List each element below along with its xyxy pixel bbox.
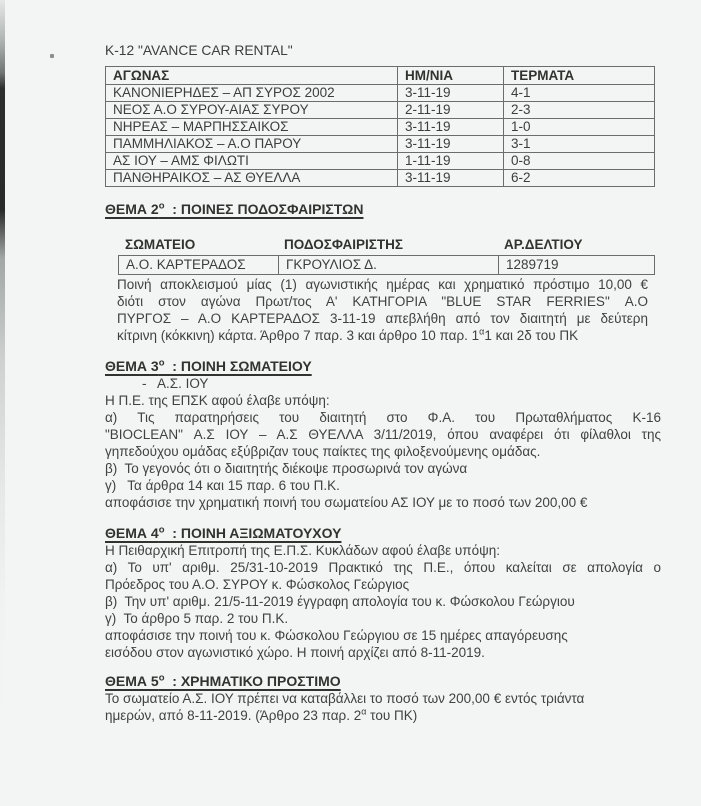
- paragraph-line: διότι στον αγώνα Πρωτ/τος Α' ΚΑΤΗΓΟΡΙΑ "BLUE STAR FERRIES" Α.Ο: [117, 294, 648, 309]
- results-row: [106, 136, 655, 153]
- theme4-paragraph: [105, 542, 661, 661]
- competition-note: K-12 "AVANCE CAR RENTAL": [105, 43, 293, 58]
- paragraph-line: ΠΥΡΓΟΣ – Α.Ο ΚΑΡΤΕΡΑΔΟΣ 3-11-19 απεβλήθη από τον διαιτητή με δεύτερη: [117, 311, 648, 326]
- paragraph-line: "BIOCLEAN" Α.Σ ΙΟΥ – Α.Σ ΘΥΕΛΛΑ 3/11/2019, όπου αναφέρει ότι φίλαθλοι της: [105, 427, 661, 442]
- paragraph-line: γηπεδούχου ομάδας εξύβριζαν τους παίκτες της φιλοξενούμενης ομάδας.: [105, 444, 541, 459]
- match-date: 3-11-19: [398, 119, 504, 136]
- theme5-heading-main: ΘΕΜΑ 5: [105, 673, 159, 689]
- match-date: 3-11-19: [398, 136, 504, 153]
- column-header-date: ΗΜ/ΝΙΑ: [398, 67, 504, 85]
- line-text: 1 και 2δ του ΠΚ: [484, 328, 579, 343]
- article-superscript: α: [361, 706, 367, 717]
- theme3-paragraph: [105, 375, 661, 511]
- results-row: [106, 119, 655, 136]
- paragraph-line: [105, 707, 661, 724]
- penalty-table-header: [118, 237, 655, 253]
- match-score: 6-2: [504, 170, 655, 187]
- article-superscript: α: [479, 326, 485, 337]
- paragraph-line: α) Το υπ' αριθμ. 25/31-10-2019 Πρακτικό της Π.Ε., όπου καλείται σε απολογία ο: [105, 560, 661, 575]
- theme3-heading-main: ΘΕΜΑ 3: [105, 358, 159, 374]
- ordinal-superscript: ο: [158, 524, 165, 536]
- card-number-column-header: ΑΡ.ΔΕΛΤΙΟΥ: [504, 237, 583, 252]
- penalty-row: [118, 255, 655, 275]
- paragraph-line: αποφάσισε την ποινή του κ. Φώσκολου Γεώργιου σε 15 ημέρες απαγόρευσης: [105, 628, 568, 643]
- theme2-paragraph: [117, 276, 648, 344]
- results-header-row: [106, 67, 655, 85]
- match-name: ΠΑΜΜΗΛΙΑΚΟΣ – Α.Ο ΠΑΡΟΥ: [106, 136, 398, 153]
- results-row: [106, 170, 655, 187]
- match-score: 4-1: [504, 85, 655, 102]
- paragraph-line: Το σωματείο Α.Σ. ΙΟΥ πρέπει να καταβάλλει το ποσό των 200,00 € εντός τριάντα: [105, 691, 585, 706]
- column-header-match: ΑΓΩΝΑΣ: [106, 67, 398, 85]
- results-row: [106, 102, 655, 119]
- paragraph-line: γ) Το άρθρο 5 παρ. 2 του Π.Κ.: [105, 611, 289, 626]
- paragraph-line: β) Την υπ' αριθμ. 21/5-11-2019 έγγραφη απολογία του κ. Φώσκολου Γεώργιου: [105, 594, 575, 609]
- paragraph-line: α) Τις παρατηρήσεις του διαιτητή στο Φ.Α. του Πρωταθλήματος Κ-16: [105, 410, 661, 425]
- theme4-heading-main: ΘΕΜΑ 4: [105, 525, 159, 541]
- club-cell: Α.Ο. ΚΑΡΤΕΡΑΔΟΣ: [126, 257, 246, 272]
- theme2-heading-main: ΘΕΜΑ 2: [105, 201, 159, 217]
- ordinal-superscript: ο: [158, 200, 165, 212]
- line-text: ημερών, από 8-11-2019. (Άρθρο 23 παρ. 2: [105, 708, 362, 723]
- theme4-heading-rest: : ΠΟΙΝΗ ΑΞΙΩΜΑΤΟΥΧΟΥ: [164, 525, 342, 541]
- paragraph-line: εισόδου στον αγωνιστικό χώρο. Η ποινή αρχίζει από 8-11-2019.: [105, 645, 485, 660]
- paragraph-line: Η Πειθαρχική Επιτροπή της Ε.Π.Σ. Κυκλάδων αφού έλαβε υπόψη:: [105, 543, 501, 558]
- club-column-header: ΣΩΜΑΤΕΙΟ: [125, 237, 196, 252]
- paragraph-line: [117, 327, 648, 344]
- theme2-heading: [105, 201, 363, 217]
- results-row: [106, 153, 655, 170]
- match-score: 0-8: [504, 153, 655, 170]
- match-date: 3-11-19: [398, 85, 504, 102]
- club-bullet-line: - Α.Σ. ΙΟΥ: [142, 376, 209, 391]
- theme2-heading-rest: : ΠΟΙΝΕΣ ΠΟΔΟΣΦΑΙΡΙΣΤΩΝ: [164, 201, 364, 217]
- match-name: ΚΑΝΟΝΙΕΡΗΔΕΣ – ΑΠ ΣΥΡΟΣ 2002: [106, 85, 398, 102]
- paragraph-line: γ) Τα άρθρα 14 και 15 παρ. 6 του Π.Κ.: [105, 478, 340, 493]
- paragraph-line: Πρόεδρος του Α.Ο. ΣΥΡΟΥ κ. Φώσκολος Γεώργιος: [105, 577, 410, 592]
- paragraph-line: β) Το γεγονός ότι ο διαιτητής διέκοψε προσωρινά τον αγώνα: [105, 461, 468, 476]
- theme4-heading: [105, 525, 341, 541]
- match-date: 2-11-19: [398, 102, 504, 119]
- line-text: κίτρινη (κόκκινη) κάρτα. Άρθρο 7 παρ. 3 και άρθρο 10 παρ. 1: [117, 328, 480, 343]
- player-column-header: ΠΟΔΟΣΦΑΙΡΙΣΤΗΣ: [284, 237, 404, 252]
- card-number-cell: 1289719: [498, 256, 656, 274]
- theme3-heading: [105, 358, 312, 374]
- scan-speck: [50, 54, 54, 58]
- paragraph-line: Η Π.Ε. της ΕΠΣΚ αφού έλαβε υπόψη:: [105, 393, 330, 408]
- theme5-heading-rest: : ΧΡΗΜΑΤΙΚΟ ΠΡΟΣΤΙΜΟ: [164, 673, 341, 689]
- match-name: ΠΑΝΘΗΡΑΙΚΟΣ – ΑΣ ΘΥΕΛΛΑ: [106, 170, 398, 187]
- match-name: ΑΣ ΙΟΥ – ΑΜΣ ΦΙΛΩΤΙ: [106, 153, 398, 170]
- match-date: 1-11-19: [398, 153, 504, 170]
- results-row: [106, 85, 655, 102]
- match-score: 3-1: [504, 136, 655, 153]
- match-name: ΝΕΟΣ Α.Ο ΣΥΡΟΥ-ΑΙΑΣ ΣΥΡΟΥ: [106, 102, 398, 119]
- player-cell: ΓΚΡΟΥΛΙΟΣ Δ.: [278, 256, 498, 274]
- match-score: 1-0: [504, 119, 655, 136]
- column-header-score: ΤΕΡΜΑΤΑ: [504, 67, 655, 85]
- paragraph-line: Ποινή αποκλεισμού μίας (1) αγωνιστικής ημέρας και χρηματικό πρόστιμο 10,00 €: [117, 277, 648, 292]
- scan-edge-artifact: [0, 0, 5, 806]
- results-table: [105, 66, 655, 187]
- theme5-heading: [105, 673, 341, 689]
- paragraph-line: αποφάσισε την χρηματική ποινή του σωματείου ΑΣ ΙΟΥ με το ποσό των 200,00 €: [105, 495, 588, 510]
- match-score: 2-3: [504, 102, 655, 119]
- match-name: ΝΗΡΕΑΣ – ΜΑΡΠΗΣΣΑΙΚΟΣ: [106, 119, 398, 136]
- theme5-paragraph: [105, 690, 661, 724]
- ordinal-superscript: ο: [158, 672, 165, 684]
- ordinal-superscript: ο: [158, 357, 165, 369]
- line-text: του ΠΚ): [366, 708, 418, 723]
- theme3-heading-rest: : ΠΟΙΝΗ ΣΩΜΑΤΕΙΟΥ: [164, 358, 312, 374]
- match-date: 3-11-19: [398, 170, 504, 187]
